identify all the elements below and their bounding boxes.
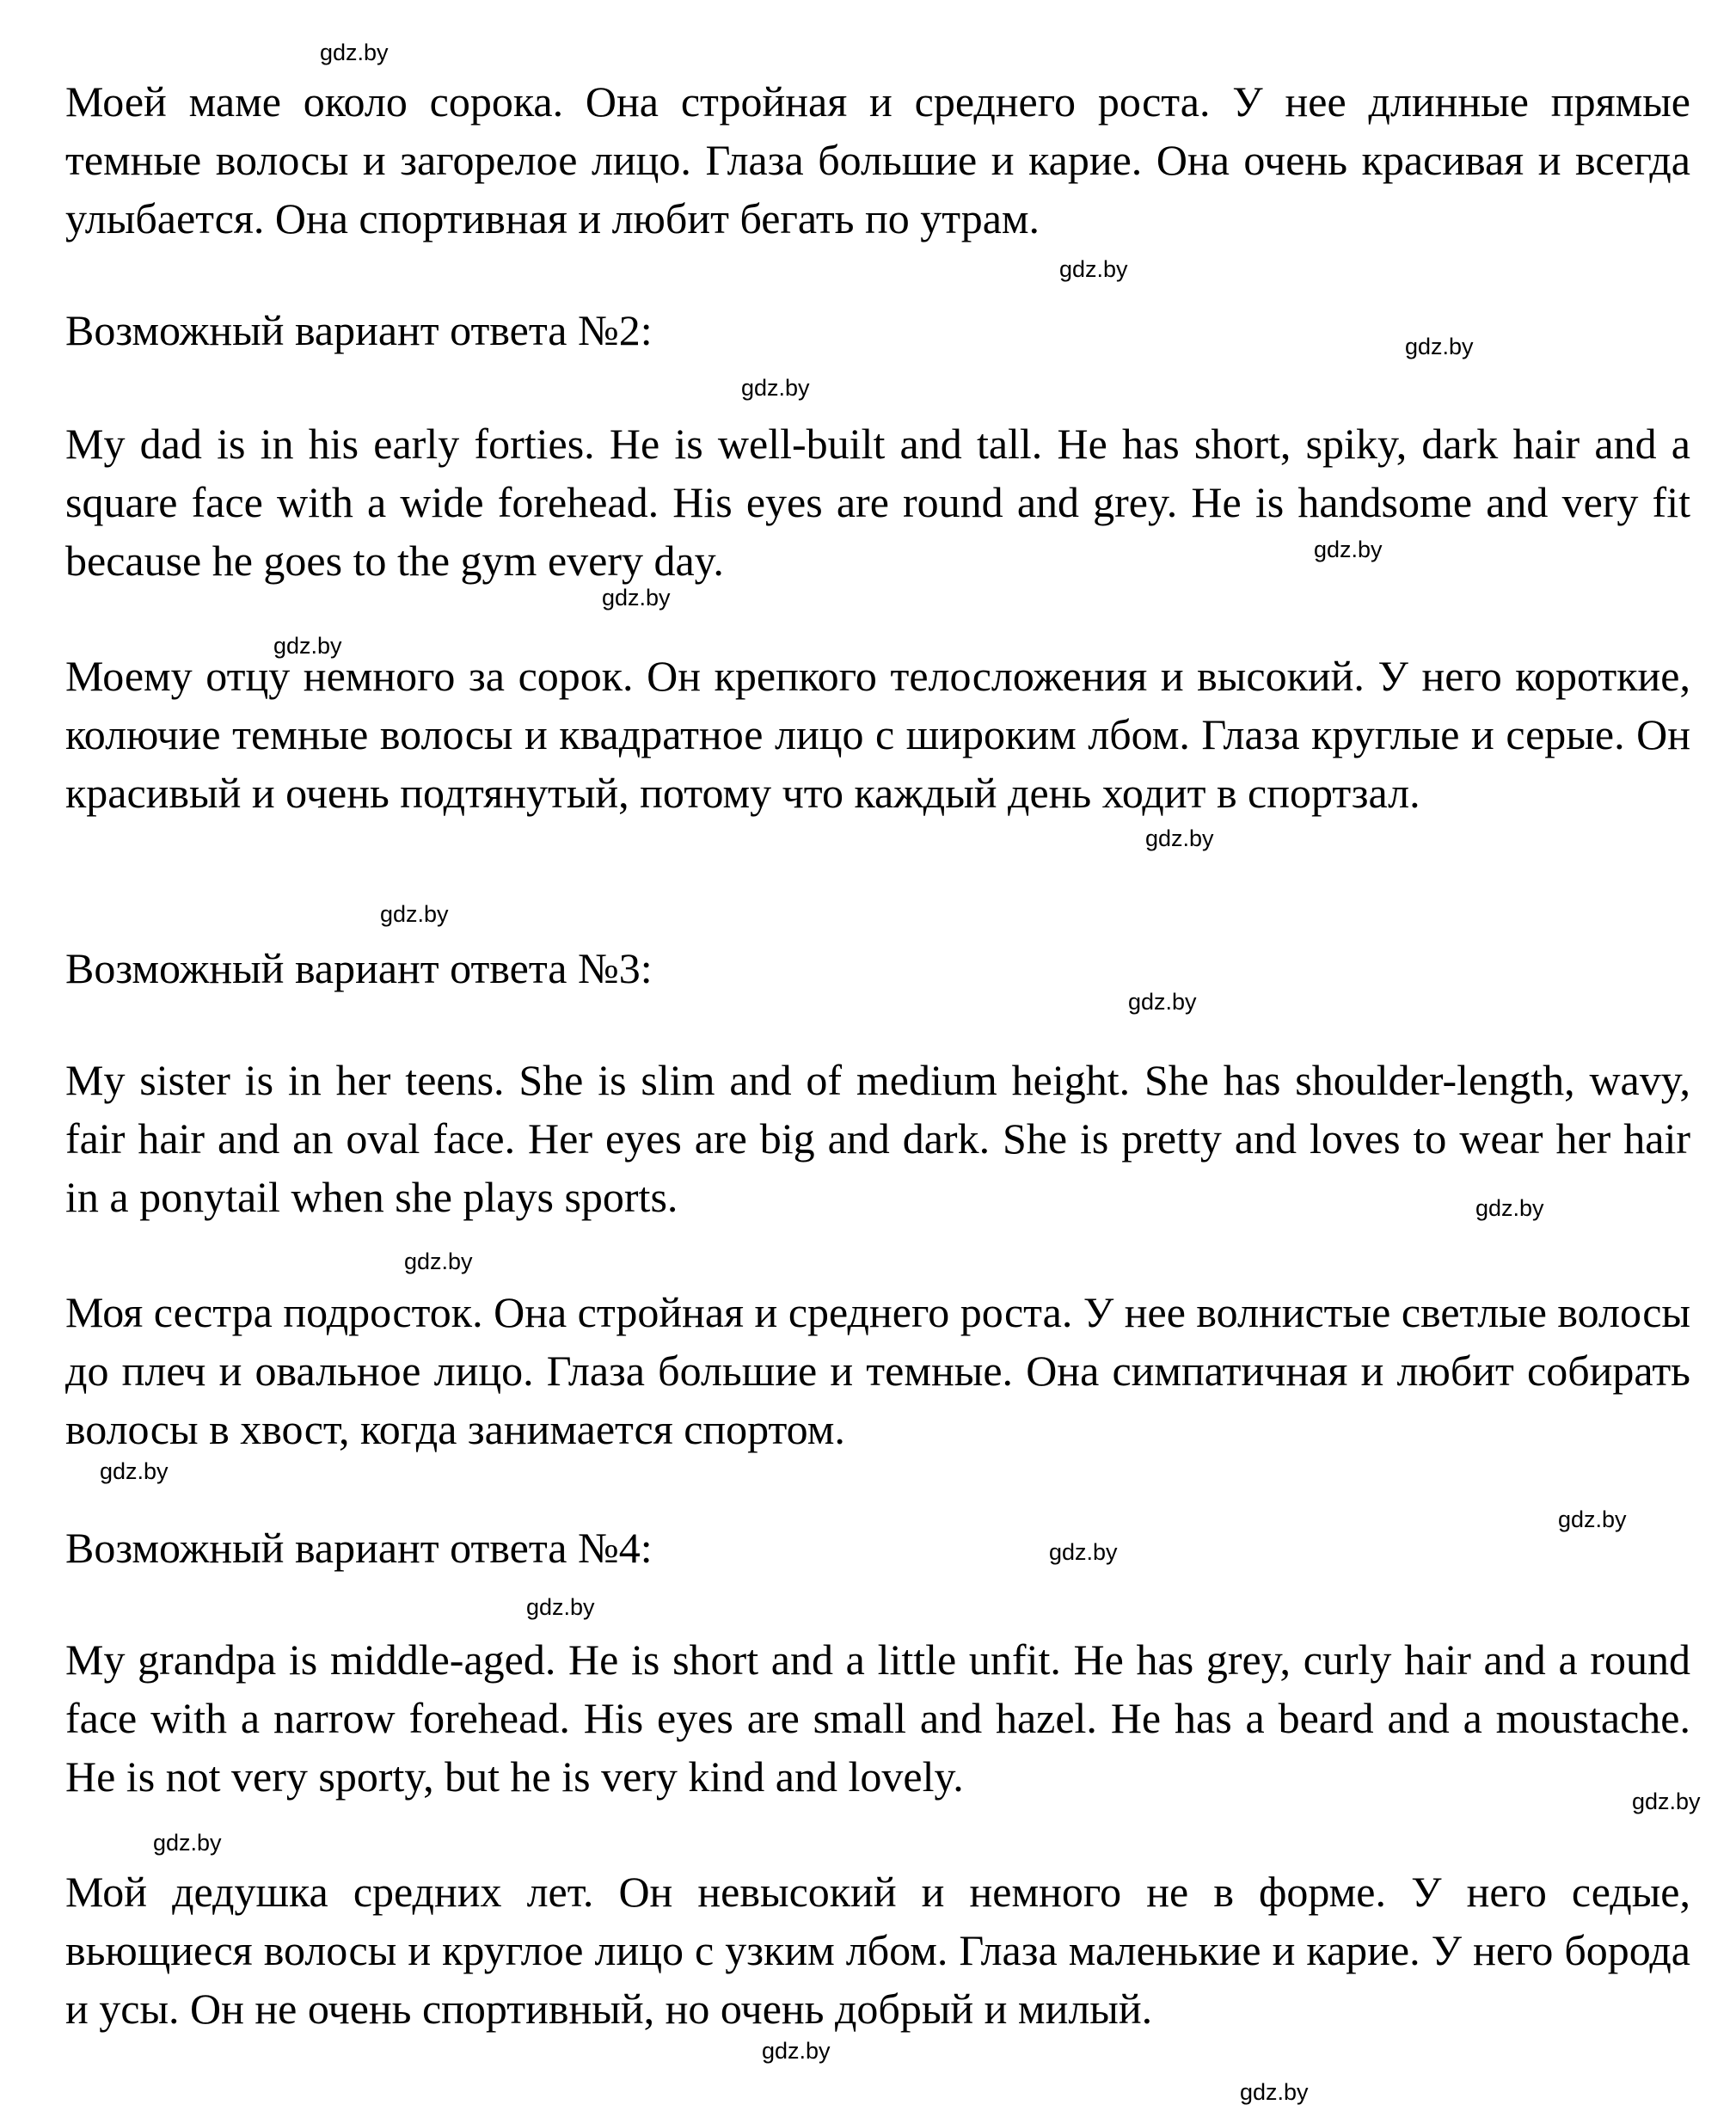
- heading-variant-3: Возможный вариант ответа №3:: [65, 944, 653, 992]
- paragraph-dad-en: My dad is in his early forties. He is well-built and tall. He has short, spiky, dark hair and a square face with a wide forehead. His eyes are round and grey. He is handsome and very fit because he goes to the gym every day.: [65, 420, 1690, 585]
- watermark: gdz.by: [320, 40, 389, 65]
- paragraph-grandpa-ru: Мой дедушка средних лет. Он невысокий и немного не в форме. У него седые, вьющиеся волосы и круглое лицо с узким лбом. Глаза маленькие и карие. У него борода и усы. Он не очень спортивный, но очень добрый и милый.: [65, 1868, 1690, 2033]
- watermark: gdz.by: [273, 633, 342, 659]
- watermark: gdz.by: [1475, 1195, 1544, 1221]
- watermark: gdz.by: [741, 375, 810, 401]
- watermark: gdz.by: [1405, 334, 1474, 359]
- paragraph-mom-ru: Моей маме около сорока. Она стройная и среднего роста. У нее длинные прямые темные волосы и загорелое лицо. Глаза большие и карие. Она очень красивая и всегда улыбается. Она спортивная и любит бегать по утрам.: [65, 77, 1690, 242]
- watermark: gdz.by: [404, 1249, 473, 1274]
- watermark: gdz.by: [602, 585, 671, 611]
- watermark: gdz.by: [100, 1458, 169, 1484]
- watermark: gdz.by: [1558, 1506, 1627, 1532]
- heading-variant-2: Возможный вариант ответа №2:: [65, 306, 653, 354]
- watermark: gdz.by: [1240, 2079, 1309, 2105]
- watermark: gdz.by: [1314, 537, 1383, 562]
- watermark: gdz.by: [380, 901, 449, 927]
- paragraph-grandpa-en: My grandpa is middle-aged. He is short and a little unfit. He has grey, curly hair and a round face with a narrow forehead. His eyes are small and hazel. He has a beard and a moustache. He is not very sporty, but he is very kind and lovely.: [65, 1635, 1690, 1801]
- watermark: gdz.by: [1059, 256, 1128, 282]
- watermark: gdz.by: [1128, 989, 1197, 1015]
- watermark: gdz.by: [1632, 1789, 1701, 1814]
- paragraph-sister-en: My sister is in her teens. She is slim and of medium height. She has shoulder-length, wavy, fair hair and an oval face. Her eyes are big and dark. She is pretty and loves to wear her hair in a ponytail when she plays sports.: [65, 1056, 1690, 1221]
- watermark: gdz.by: [1049, 1539, 1118, 1565]
- paragraph-sister-ru: Моя сестра подросток. Она стройная и среднего роста. У нее волнистые светлые волосы до плеч и овальное лицо. Глаза большие и темные. Она симпатичная и любит собирать волосы в хвост, когда занимается спортом.: [65, 1288, 1690, 1453]
- watermark: gdz.by: [762, 2038, 831, 2064]
- paragraph-dad-ru: Моему отцу немного за сорок. Он крепкого телосложения и высокий. У него короткие, колючие темные волосы и квадратное лицо с широким лбом. Глаза круглые и серые. Он красивый и очень подтянутый, потому что каждый день ходит в спортзал.: [65, 652, 1690, 817]
- watermark: gdz.by: [1145, 825, 1214, 851]
- heading-variant-4: Возможный вариант ответа №4:: [65, 1524, 653, 1572]
- watermark: gdz.by: [153, 1830, 222, 1856]
- watermark: gdz.by: [526, 1594, 595, 1620]
